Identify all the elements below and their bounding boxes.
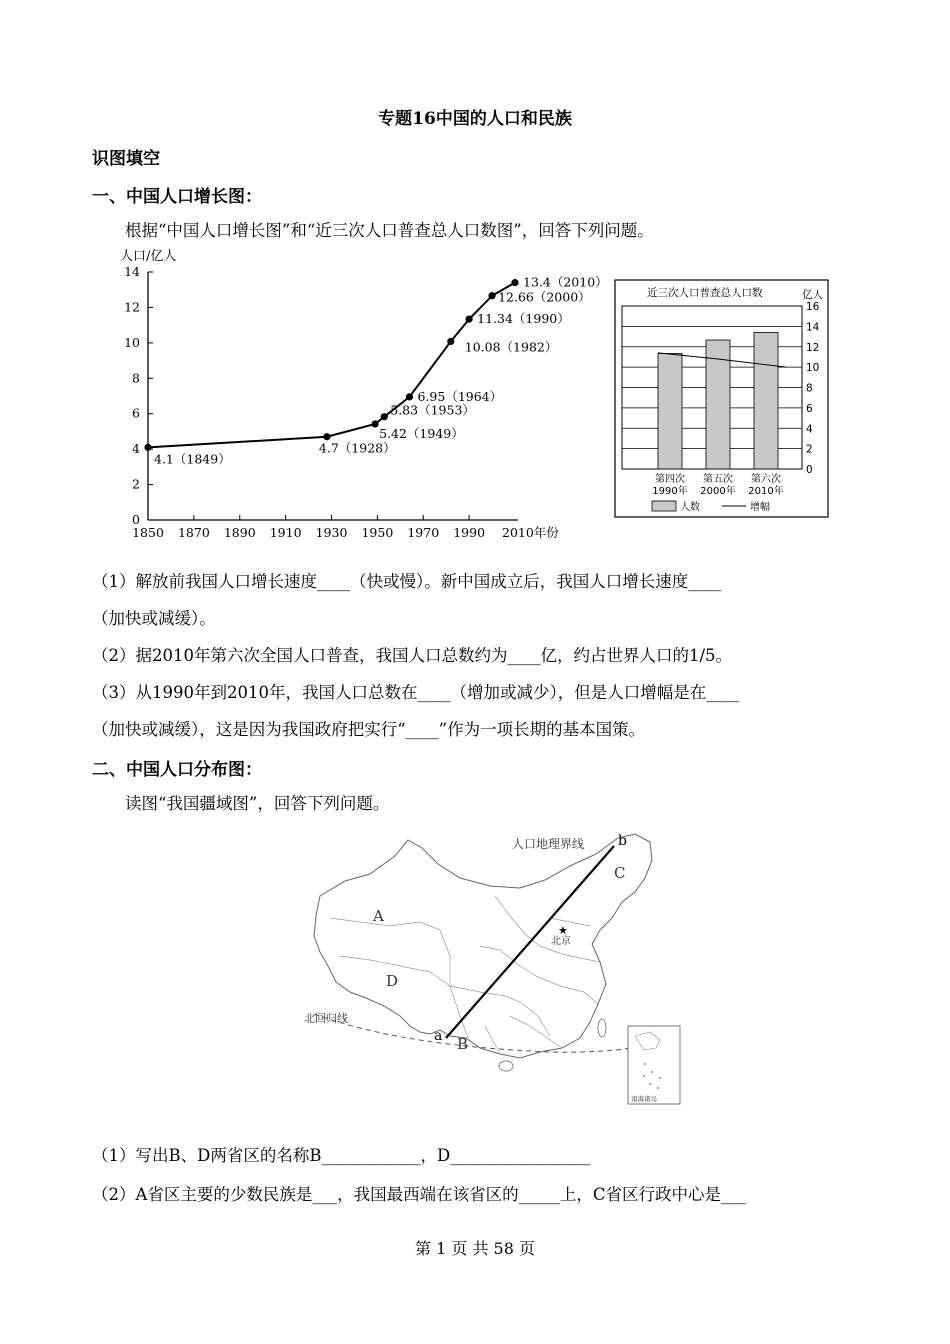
tropic-label: 北回归线 xyxy=(304,1012,348,1025)
region-d-label: D xyxy=(386,972,399,990)
y-tick-label: 8 xyxy=(132,370,140,386)
y-tick-label: 4 xyxy=(132,441,140,457)
y-tick-label: 12 xyxy=(124,299,140,315)
category-label-1: 第五次 xyxy=(703,474,733,485)
category-label-2: 2000年 xyxy=(700,486,736,497)
page-footer: 第 1 页 共 58 页 xyxy=(415,1239,535,1258)
data-label: 12.66（2000） xyxy=(498,289,591,305)
section-header: 识图填空 xyxy=(92,149,160,169)
category-label-2: 1990年 xyxy=(652,486,688,497)
y-tick-label: 16 xyxy=(806,301,820,313)
y-tick-label: 0 xyxy=(132,512,140,527)
data-label: 5.83（1953） xyxy=(390,402,475,418)
section2-heading: 二、中国人口分布图： xyxy=(92,760,262,780)
data-point xyxy=(447,338,454,345)
y-tick-label: 2 xyxy=(806,443,813,456)
y-tick-label: 2 xyxy=(132,476,140,492)
line-end-b: b xyxy=(618,833,627,849)
data-label: 6.95（1964） xyxy=(417,388,503,404)
population-line-title: 人口地理界线 xyxy=(512,837,585,851)
x-tick-label: 1870 xyxy=(177,525,210,540)
census-bar-chart xyxy=(614,279,830,519)
x-tick-label: 1930 xyxy=(315,525,348,540)
region-c-label: C xyxy=(614,864,626,882)
data-label: 10.08（1982） xyxy=(464,339,558,355)
y-tick-label: 14 xyxy=(124,264,140,279)
y-tick-label: 14 xyxy=(806,321,820,334)
y-tick-label: 4 xyxy=(806,423,813,436)
s1-question1-line2: （加快或减缓）。 xyxy=(92,609,216,628)
data-point xyxy=(371,420,378,427)
data-point xyxy=(488,292,495,299)
data-point xyxy=(406,393,413,400)
census-bar xyxy=(754,332,778,469)
population-growth-chart xyxy=(110,244,608,544)
s1-question3-line1: （3）从1990年到2010年，我国人口总数在____（增加或减少），但是人口增幅是在____ xyxy=(92,683,740,702)
bar-chart-ylabel: 亿人 xyxy=(802,289,823,301)
x-tick-label: 1890 xyxy=(223,525,256,540)
line-chart-ylabel: 人口/亿人 xyxy=(120,249,177,264)
census-bar xyxy=(658,353,682,469)
y-tick-label: 10 xyxy=(806,362,820,375)
line-chart-x-last-label: 2010年份 xyxy=(502,525,559,540)
x-tick-label: 1970 xyxy=(407,525,440,540)
bar-chart-title: 近三次人口普查总人口数 xyxy=(647,287,763,299)
population-line xyxy=(148,283,515,448)
y-tick-label: 6 xyxy=(132,405,140,421)
legend-bar-swatch xyxy=(652,501,676,511)
y-tick-label: 8 xyxy=(806,382,813,395)
y-tick-label: 6 xyxy=(806,402,813,415)
x-tick-label: 1910 xyxy=(269,525,302,540)
legend-bar-label: 人数 xyxy=(680,502,700,513)
legend-line-label: 增幅 xyxy=(750,502,770,513)
line-end-a: a xyxy=(434,1028,443,1044)
category-label-1: 第六次 xyxy=(751,474,781,485)
beijing-label: 北京 xyxy=(551,936,571,947)
china-territory-map xyxy=(300,826,690,1112)
hainan-island xyxy=(499,1061,513,1071)
section1-heading: 一、中国人口增长图： xyxy=(92,187,262,207)
data-label: 4.1（1849） xyxy=(154,451,231,467)
s1-question2: （2）据2010年第六次全国人口普查，我国人口总数约为____亿，约占世界人口的1/5。 xyxy=(92,646,733,665)
s1-question3-line2: （加快或减缓），这是因为我国政府把实行“____”作为一项长期的基本国策。 xyxy=(92,720,646,739)
data-label: 5.42（1949） xyxy=(379,425,464,441)
s2-question2: （2）A省区主要的少数民族是___，我国最西端在该省区的_____上，C省区行政中心是___ xyxy=(92,1185,746,1204)
beijing-star-icon: ★ xyxy=(558,924,568,937)
data-label: 4.7（1928） xyxy=(318,440,396,456)
category-label-1: 第四次 xyxy=(655,474,685,485)
page-title: 专题16中国的人口和民族 xyxy=(378,109,572,129)
s1-question1-line1: （1）解放前我国人口增长速度____（快或慢）。新中国成立后，我国人口增长速度____ xyxy=(92,572,722,591)
data-point xyxy=(144,444,151,451)
region-a-label: A xyxy=(373,907,384,925)
y-tick-label: 12 xyxy=(806,341,820,354)
data-point xyxy=(466,316,473,323)
data-label: 13.4（2010） xyxy=(523,274,608,290)
s2-question1: （1）写出B、D两省区的名称B____________，D_________________ xyxy=(92,1146,591,1165)
section2-intro: 读图“我国疆域图”，回答下列问题。 xyxy=(125,794,390,813)
category-label-2: 2010年 xyxy=(748,486,784,497)
data-label: 11.34（1990） xyxy=(477,311,570,327)
data-point xyxy=(511,279,518,286)
x-tick-label: 1850 xyxy=(132,525,164,540)
y-tick-label: 0 xyxy=(806,464,813,476)
taiwan-island xyxy=(598,1019,606,1037)
data-point xyxy=(381,413,388,420)
inset-label: 南海诸岛 xyxy=(631,1095,657,1103)
region-b-label: B xyxy=(457,1035,469,1053)
data-point xyxy=(323,433,330,440)
y-tick-label: 10 xyxy=(124,334,140,350)
section1-intro: 根据“中国人口增长图”和“近三次人口普查总人口数图”，回答下列问题。 xyxy=(125,221,654,240)
x-tick-label: 1950 xyxy=(361,525,394,540)
x-tick-label: 1990 xyxy=(453,525,486,540)
